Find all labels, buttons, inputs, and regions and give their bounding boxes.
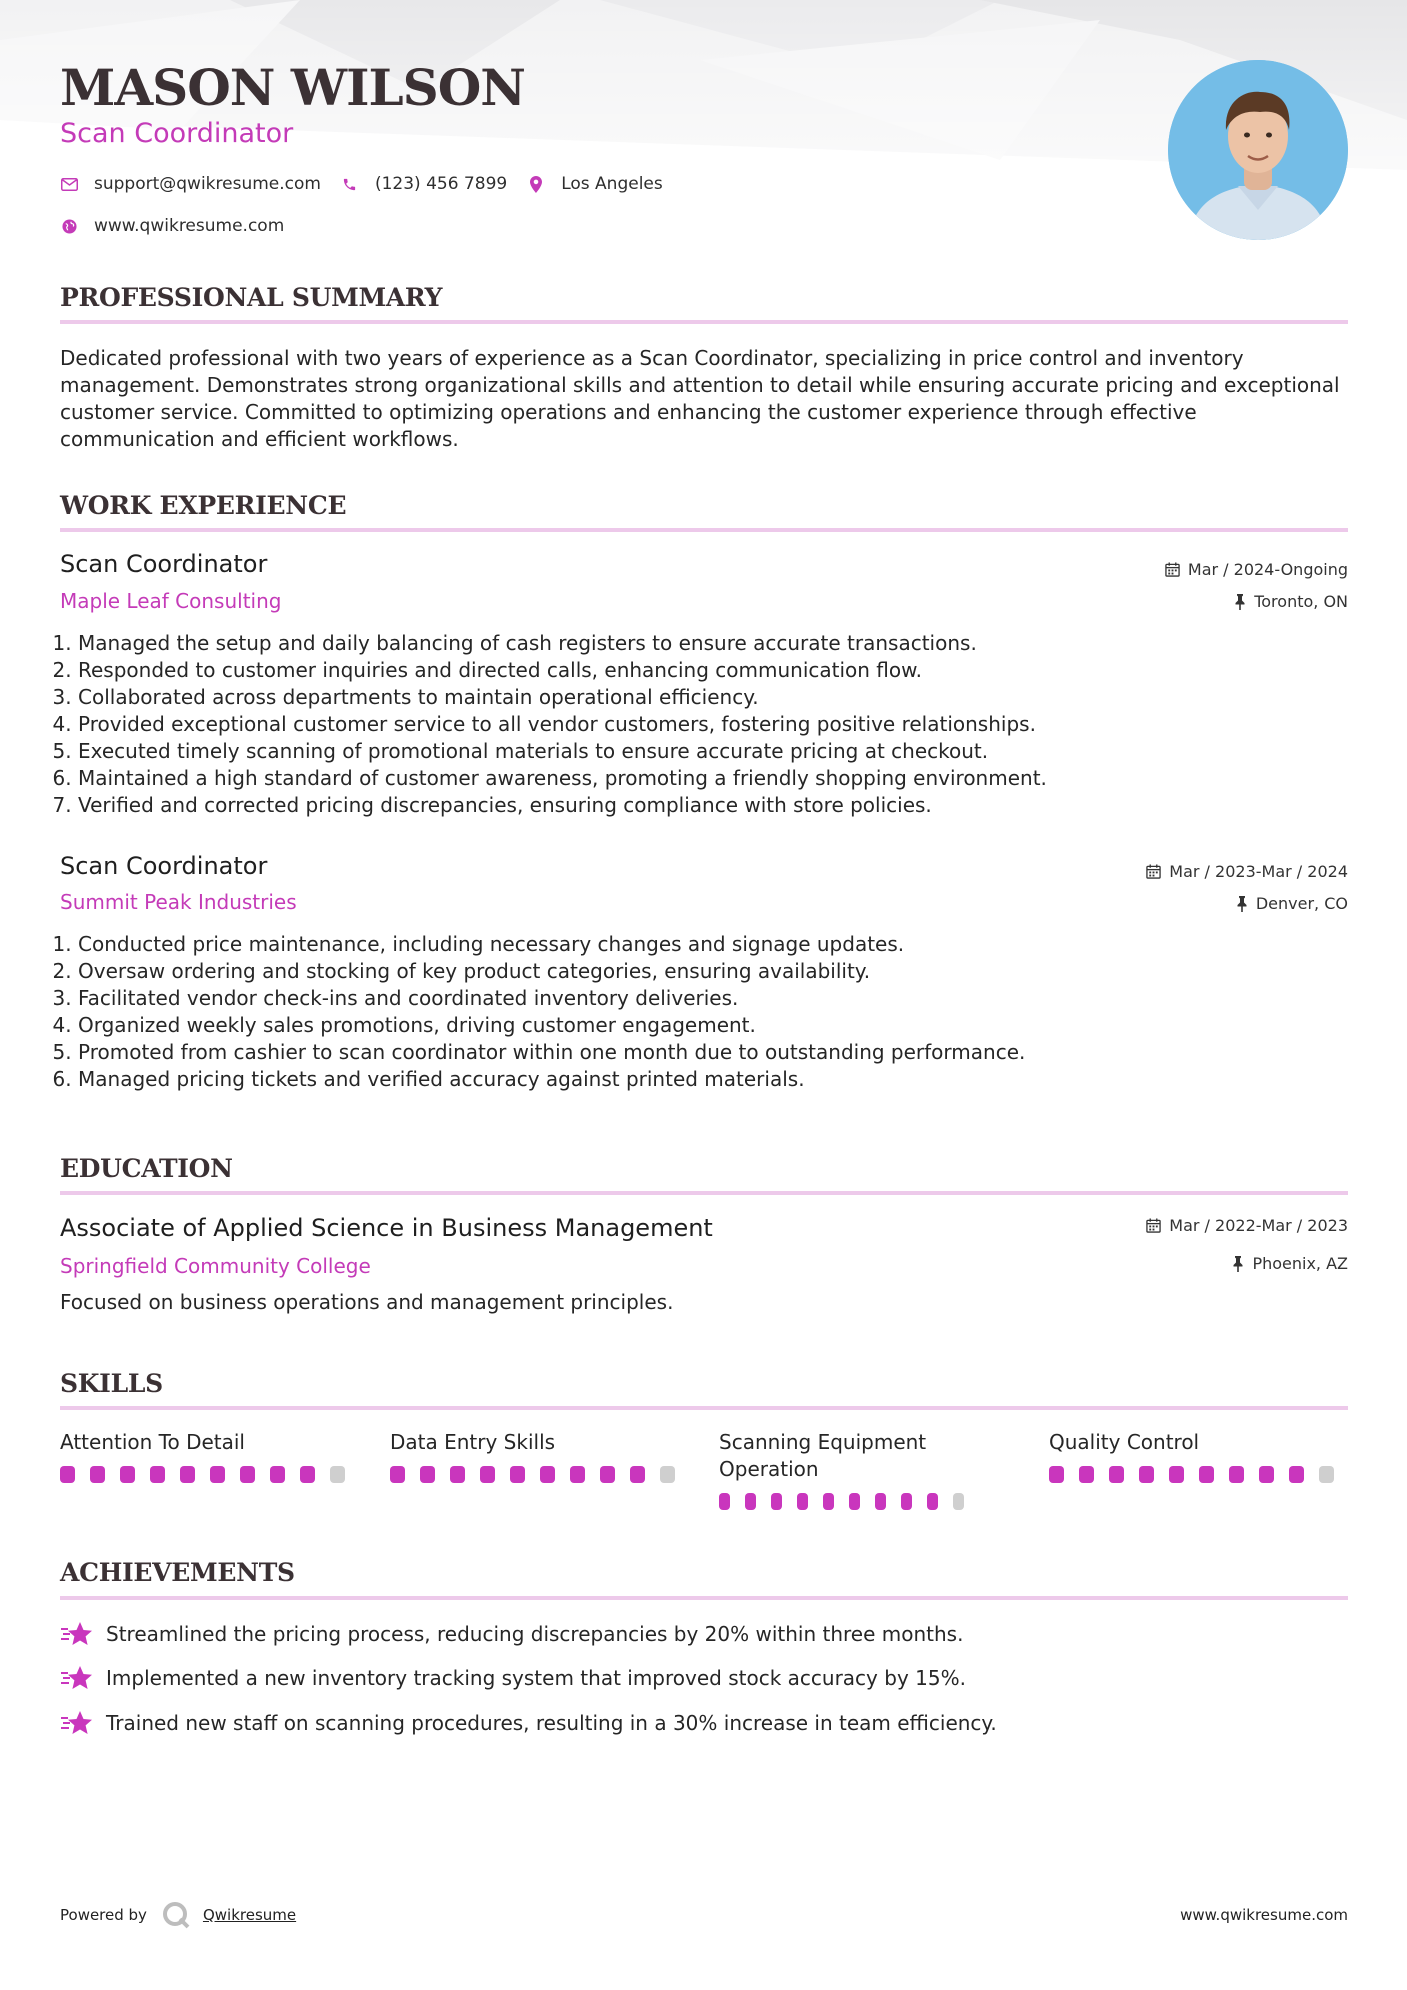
candidate-name: MASON WILSON [60,58,525,117]
rating-dot-filled [240,1466,255,1483]
rating-dot-filled [1229,1466,1244,1483]
location-text: Los Angeles [561,174,663,194]
skill-item [719,1429,979,1510]
footer-website[interactable]: www.qwikresume.com [1180,1906,1348,1924]
rating-dot-filled [875,1493,886,1510]
skill-item [60,1429,360,1483]
rating-dot-filled [630,1466,645,1483]
rating-dot-filled [540,1466,555,1483]
rating-dot-filled [480,1466,495,1483]
star-icon [60,1665,94,1691]
rating-dot-filled [120,1466,135,1483]
rating-dot-filled [570,1466,585,1483]
rating-dot-empty [1319,1466,1334,1483]
rating-dot-filled [1169,1466,1184,1483]
website-row [60,216,284,236]
rating-dot-filled [180,1466,195,1483]
profile-photo [1168,60,1348,240]
summary-heading: PROFESSIONAL SUMMARY [60,283,443,312]
rating-dot-filled [1199,1466,1214,1483]
globe-icon [60,217,78,235]
rating-dot-filled [1289,1466,1304,1483]
education-description: Focused on business operations and management principles. [60,1290,674,1314]
job-title: Scan Coordinator [60,550,268,578]
skill-rating [390,1466,690,1483]
skill-name: Data Entry Skills [390,1430,556,1454]
resume-page [60,0,1348,1990]
list-item: 3. Collaborated across departments to maintain operational efficiency. [78,684,1278,711]
list-item: 3. Facilitated vendor check-ins and coordinated inventory deliveries. [78,985,1278,1012]
job-duties-list [60,630,1278,819]
skill-rating [1049,1466,1349,1483]
star-icon [60,1710,94,1736]
achievement-item [60,1710,997,1736]
job-company: Summit Peak Industries [60,890,297,914]
calendar-icon [1165,562,1180,577]
section-divider [60,320,1348,324]
rating-dot-filled [745,1493,756,1510]
phone-number[interactable]: (123) 456 7899 [374,174,508,194]
section-divider [60,528,1348,532]
envelope-icon [60,175,78,193]
calendar-icon [1146,1218,1161,1233]
list-item: 5. Promoted from cashier to scan coordinator within one month due to outstanding performance. [78,1039,1278,1066]
skills-heading: SKILLS [60,1369,163,1398]
rating-dot-filled [150,1466,165,1483]
candidate-role: Scan Coordinator [60,118,294,149]
achievement-text: Streamlined the pricing process, reducing discrepancies by 20% within three months. [106,1622,964,1646]
qwikresume-logo-icon [161,1900,191,1930]
rating-dot-filled [771,1493,782,1510]
rating-dot-filled [1259,1466,1274,1483]
star-icon [60,1621,94,1647]
job-company: Maple Leaf Consulting [60,589,282,613]
rating-dot-empty [330,1466,345,1483]
pushpin-icon [1232,1256,1244,1272]
pushpin-icon [1234,594,1246,610]
job-duties-list [60,931,1278,1093]
job-location-text: Denver, CO [1255,894,1348,913]
job-location [1236,894,1348,913]
list-item: 7. Verified and corrected pricing discrepancies, ensuring compliance with store policies. [78,792,1278,819]
contact-row [60,174,663,194]
rating-dot-filled [1049,1466,1064,1483]
rating-dot-filled [797,1493,808,1510]
list-item: 4. Organized weekly sales promotions, driving customer engagement. [78,1012,1278,1039]
education-dates-text: Mar / 2022-Mar / 2023 [1169,1216,1348,1235]
skill-name: Quality Control [1049,1430,1200,1454]
rating-dot-filled [823,1493,834,1510]
rating-dot-filled [210,1466,225,1483]
powered-by-label: Powered by [60,1906,147,1924]
section-divider [60,1406,1348,1410]
experience-heading: WORK EXPERIENCE [60,491,347,520]
job-location-text: Toronto, ON [1254,592,1348,611]
footer-powered-by [60,1900,296,1930]
rating-dot-filled [60,1466,75,1483]
skill-item [1049,1429,1349,1483]
job-title: Scan Coordinator [60,852,268,880]
education-dates [1146,1216,1348,1235]
education-location-text: Phoenix, AZ [1252,1254,1348,1273]
achievement-item [60,1665,966,1691]
list-item: 6. Managed pricing tickets and verified accuracy against printed materials. [78,1066,1278,1093]
education-location [1232,1254,1348,1273]
email-link[interactable]: support@qwikresume.com [94,174,321,194]
section-divider [60,1191,1348,1195]
skill-name: Attention To Detail [60,1430,245,1454]
skill-rating [60,1466,360,1483]
list-item: 2. Responded to customer inquiries and directed calls, enhancing communication flow. [78,657,1278,684]
list-item: 2. Oversaw ordering and stocking of key product categories, ensuring availability. [78,958,1278,985]
rating-dot-filled [90,1466,105,1483]
rating-dot-filled [849,1493,860,1510]
summary-text: Dedicated professional with two years of experience as a Scan Coordinator, specializing in price control and inventory management. Demonstrates strong organizational skills and attention to detail while ensuring accurate pricing and exceptional customer service. Committed to optimizing operations and enhancing the customer experience through effective communication and efficient workflows. [60,346,1340,451]
job-dates-text: Mar / 2023-Mar / 2024 [1169,862,1348,881]
skill-name: Scanning Equipment Operation [719,1430,927,1481]
rating-dot-filled [1079,1466,1094,1483]
list-item: 6. Maintained a high standard of customer awareness, promoting a friendly shopping environment. [78,765,1278,792]
job-dates-text: Mar / 2024-Ongoing [1187,560,1348,579]
degree-title: Associate of Applied Science in Business Management [60,1214,713,1242]
rating-dot-filled [270,1466,285,1483]
job-dates [1146,862,1348,881]
pushpin-icon [1236,896,1248,912]
rating-dot-filled [600,1466,615,1483]
rating-dot-filled [510,1466,525,1483]
brand-link[interactable]: Qwikresume [202,1906,297,1924]
list-item: 1. Conducted price maintenance, including necessary changes and signage updates. [78,931,1278,958]
school-name: Springfield Community College [60,1254,371,1278]
rating-dot-filled [420,1466,435,1483]
list-item: 1. Managed the setup and daily balancing of cash registers to ensure accurate transactions. [78,630,1278,657]
rating-dot-filled [927,1493,938,1510]
job-dates [1165,560,1348,579]
calendar-icon [1146,864,1161,879]
achievements-heading: ACHIEVEMENTS [60,1558,295,1587]
rating-dot-filled [1109,1466,1124,1483]
rating-dot-filled [450,1466,465,1483]
rating-dot-filled [1139,1466,1154,1483]
rating-dot-empty [660,1466,675,1483]
section-divider [60,1596,1348,1600]
achievement-text: Trained new staff on scanning procedures, resulting in a 30% increase in team efficiency. [106,1711,997,1735]
skill-rating [719,1493,979,1510]
achievement-text: Implemented a new inventory tracking system that improved stock accuracy by 15%. [106,1666,966,1690]
rating-dot-filled [300,1466,315,1483]
website-link[interactable]: www.qwikresume.com [94,216,285,236]
job-location [1234,592,1348,611]
skill-item [390,1429,690,1483]
education-heading: EDUCATION [60,1154,233,1183]
rating-dot-empty [953,1493,964,1510]
map-pin-icon [527,175,545,193]
list-item: 4. Provided exceptional customer service to all vendor customers, fostering positive relationships. [78,711,1278,738]
phone-icon [341,175,359,193]
rating-dot-filled [901,1493,912,1510]
achievement-item [60,1621,963,1647]
list-item: 5. Executed timely scanning of promotional materials to ensure accurate pricing at checkout. [78,738,1278,765]
rating-dot-filled [719,1493,730,1510]
rating-dot-filled [390,1466,405,1483]
